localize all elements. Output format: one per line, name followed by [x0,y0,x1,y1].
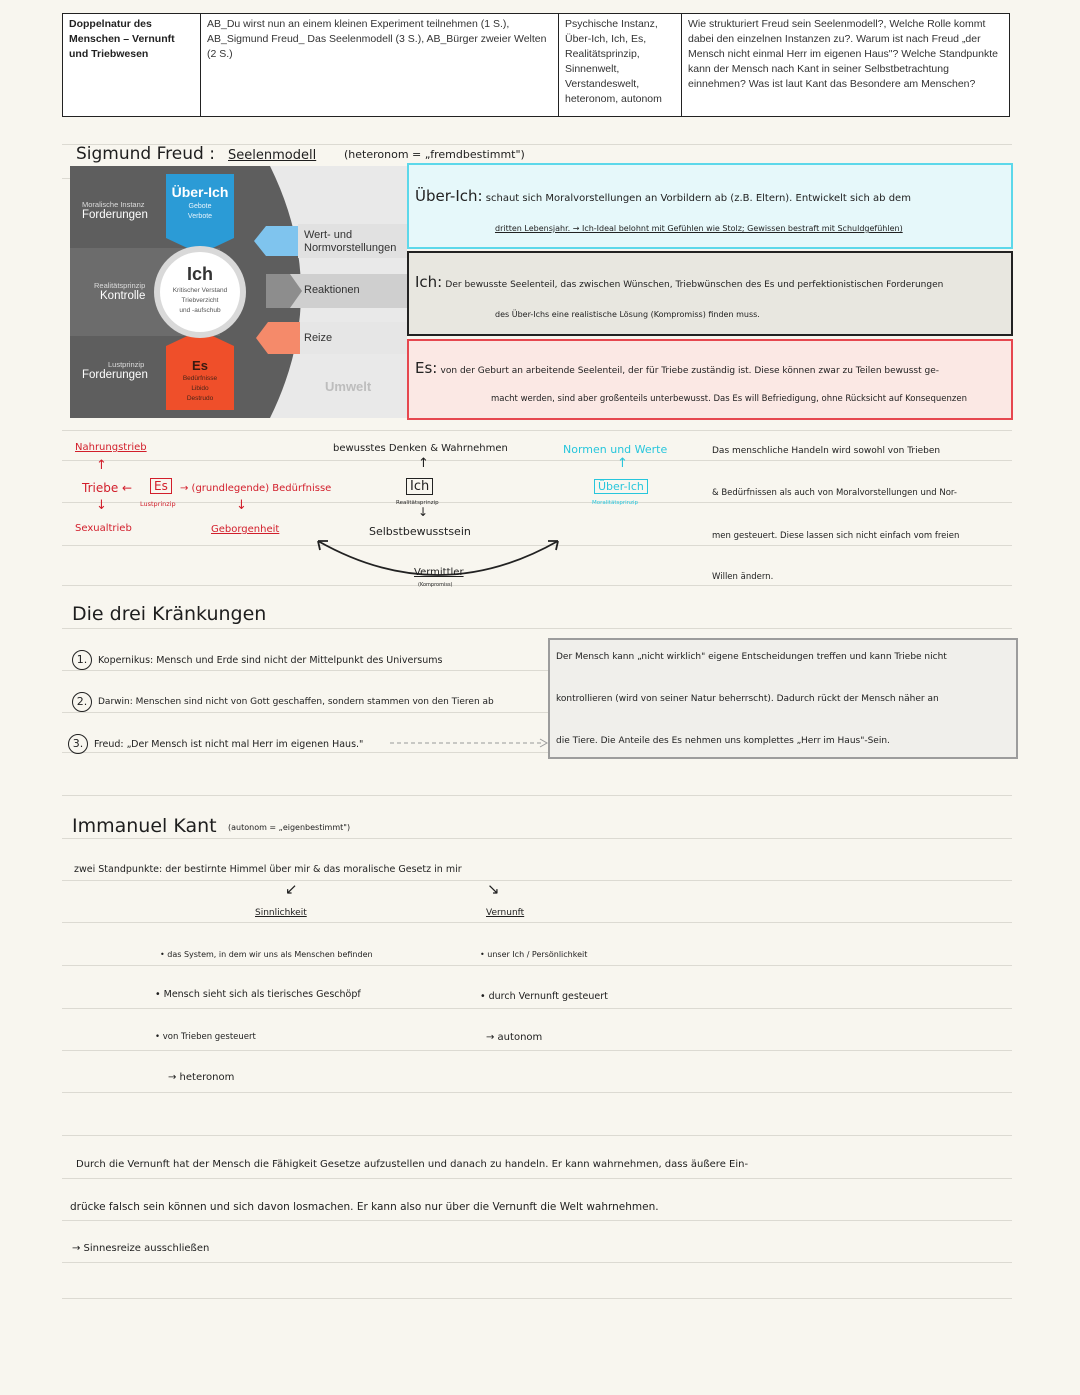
ueberich-box-text2: dritten Lebensjahr. → Ich-Ideal belohnt mit Gefühlen wie Stolz; Gewissen bestraft mit Schuldgefühlen) [495,224,903,233]
sinnlichkeit-item-2: • Mensch sieht sich als tierisches Geschöpf [155,989,361,1000]
umwelt-label: Umwelt [325,379,372,394]
kraenkung-item-1 [72,650,442,670]
left-bot-small: Lustprinzip [108,360,145,369]
freud-subheading: Seelenmodell [228,148,317,163]
down-arrow-icon: ↓ [418,505,429,519]
left-bot-big: Forderungen [82,369,148,381]
freud-note: (heteronom = „fremdbestimmt") [344,148,525,161]
kraenkungen-box-line-3: die Tiere. Die Anteile des Es nehmen uns komplettes „Herr im Haus"-Sein. [556,736,890,746]
up-arrow-icon: ↑ [96,458,107,473]
kraenkungen-box-line-2: kontrollieren (wird von seiner Natur beherrscht). Dadurch rückt der Mensch näher an [556,694,939,704]
kant-standpunkte: zwei Standpunkte: der bestirnte Himmel über mir & das moralische Gesetz in mir [74,864,462,875]
bewusstes-label: bewusstes Denken & Wahrnehmen [333,443,508,454]
table-materials: AB_Du wirst nun an einem kleinen Experiment teilnehmen (1 S.), AB_Sigmund Freud_ Das Seelenmodell (3 S.), AB_Bürger zweier Welten (2 S.) [201,14,559,117]
handeln-line-4: Willen ändern. [712,572,774,582]
up-arrow-icon: ↑ [617,456,628,471]
reize-label: Reize [304,332,333,344]
es-sketch-box: Es [150,478,172,494]
ich-box-text: Der bewusste Seelenteil, das zwischen Wünschen, Triebwünschen des Es und perfektionistischen Forderungen [445,280,944,290]
es-title: Es [192,358,208,373]
kraenkung-text: Freud: „Der Mensch ist nicht mal Herr im eigenen Haus." [94,738,364,750]
reaktionen-label: Reaktionen [304,284,360,296]
kraenkung-text: Kopernikus: Mensch und Erde sind nicht der Mittelpunkt des Universums [98,654,443,666]
es-box [407,339,1013,420]
ich-box [407,251,1013,336]
kraenkung-item-2 [72,692,494,712]
kompromiss-label: (Kompromiss) [418,582,453,588]
vermittler-label: Vermittler [414,567,464,578]
ueberich-title: Über-Ich [171,184,229,200]
handeln-line-2: & Bedürfnissen als auch von Moralvorstellungen und Nor- [712,488,957,498]
dashed-arrow-icon [390,736,550,750]
seelenmodell-diagram [70,166,407,418]
handeln-line-1: Das menschliche Handeln wird sowohl von Trieben [712,446,941,456]
kraenkung-item-3 [68,734,363,754]
normen-sketch-label: Normen und Werte [563,443,668,456]
kant-paragraph-line-1: Durch die Vernunft hat der Mensch die Fähigkeit Gesetze aufzustellen und danach zu handeln. Er kann wahrnehmen, dass äußere Ein- [76,1159,749,1170]
ueberich-box-text: schaut sich Moralvorstellungen an Vorbildern ab (z.B. Eltern). Entwickelt sich ab dem [485,193,911,204]
number-circle: 2. [72,692,92,712]
ueberich-box [407,163,1013,249]
kraenkungen-box [548,638,1018,759]
sinnlichkeit-item-4: → heteronom [168,1072,235,1083]
kraenkung-text: Darwin: Menschen sind nicht von Gott geschaffen, sondern stammen von den Tieren ab [98,697,494,707]
left-top-big: Forderungen [82,209,148,221]
vernunft-item-2: • durch Vernunft gesteuert [480,991,608,1002]
arrow-down-left-icon: ↙ [285,880,298,898]
ich-box-label: Ich: [415,273,443,291]
ich-box-text2: des Über-Ichs eine realistische Lösung (Kompromiss) finden muss. [495,310,760,319]
moral-label: Moralitätsprinzip [592,500,639,506]
vernunft-label: Vernunft [486,908,525,918]
left-mid-small: Realitätsprinzip [94,281,146,290]
vernunft-item-1: • unser Ich / Persönlichkeit [480,950,588,959]
kant-heading: Immanuel Kant [72,815,217,837]
ueberich-sketch-box: Über-Ich [594,479,648,494]
left-top-small: Moralische Instanz [82,200,145,209]
arrow-down-right-icon: ↘ [487,880,500,898]
ich-sub1: Kritischer Verstand [172,287,228,294]
down-arrow-icon: ↓ [96,498,107,513]
ueberich-sub2: Verbote [187,213,213,220]
number-circle: 3. [68,734,88,754]
es-box-label: Es: [415,359,438,377]
lustprinzip-label: Lustprinzip [140,500,176,508]
sexualtrieb-label: Sexualtrieb [75,523,132,534]
es-sub1: Bedürfnisse [182,375,218,382]
sinnlichkeit-item-1: • das System, in dem wir uns als Menschen befinden [160,950,373,959]
lesson-table [62,13,1010,117]
es-box-text2: macht werden, sind aber großenteils unterbewusst. Das Es will Befriedigung, ohne Rücksicht auf Konsequenzen [491,394,967,404]
kant-paragraph-line-3: → Sinnesreize ausschließen [72,1243,210,1254]
selbstbewusstsein-label: Selbstbewusstsein [369,525,471,538]
sinnlichkeit-item-3: • von Trieben gesteuert [155,1032,256,1042]
table-questions: Wie strukturiert Freud sein Seelenmodell?, Welche Rolle kommt dabei den einzelnen Instanzen zu?. Warum ist nach Freud „der Mensch nicht einmal Herr im eigenen Haus"? Welche Standpunkte kann der Mensch nach Kant in seiner Selbstbetrachtung einnehmen? Was ist laut Kant das Besondere am Menschen? [682,14,1010,117]
up-arrow-icon: ↑ [418,456,429,471]
geborgenheit-label: Geborgenheit [211,524,280,535]
kraenkungen-box-line-1: Der Mensch kann „nicht wirklich" eigene Entscheidungen treffen und kann Triebe nicht [556,652,947,662]
handeln-line-3: men gesteuert. Diese lassen sich nicht einfach vom freien [712,531,960,541]
kant-note: (autonom = „eigenbestimmt") [228,823,351,832]
es-sub2: Libido [191,385,209,392]
kraenkungen-heading: Die drei Kränkungen [72,603,267,625]
number-circle: 1. [72,650,92,670]
es-box-text: von der Geburt an arbeitende Seelenteil, der für Triebe zuständig ist. Diese können zwar zu Teilen bewusst ge- [440,366,939,376]
left-mid-big: Kontrolle [100,290,146,302]
vernunft-item-3: → autonom [486,1032,543,1043]
ueberich-box-label: Über-Ich: [415,187,483,205]
ich-title: Ich [186,264,213,284]
table-terms: Psychische Instanz, Über-Ich, Ich, Es, Realitätsprinzip, Sinnenwelt, Verstandeswelt, heteronom, autonom [559,14,682,117]
freud-heading: Sigmund Freud : [76,144,215,164]
table-topic: Doppelnatur des Menschen – Vernunft und Triebwesen [63,14,201,117]
triebe-label: Triebe ← [82,481,133,495]
kant-paragraph-line-2: drücke falsch sein können und sich davon losmachen. Er kann also nur über die Vernunft die Welt wahrnehmen. [70,1201,659,1213]
normen-label: Wert- und Normvorstellungen [304,229,397,254]
ich-sub3: und -aufschub [179,307,221,314]
ich-sketch-box: Ich [406,478,433,495]
sinnlichkeit-label: Sinnlichkeit [255,908,307,918]
nahrungstrieb-label: Nahrungstrieb [75,442,147,453]
down-arrow-icon: ↓ [236,498,247,513]
ueberich-sub1: Gebote [188,203,212,210]
es-sub3: Destrudo [186,395,214,402]
beduerfnisse-label: → (grundlegende) Bedürfnisse [180,483,332,494]
ich-sub2: Triebverzicht [181,297,219,304]
realitaet-label: Realitätsprinzip [396,500,439,506]
